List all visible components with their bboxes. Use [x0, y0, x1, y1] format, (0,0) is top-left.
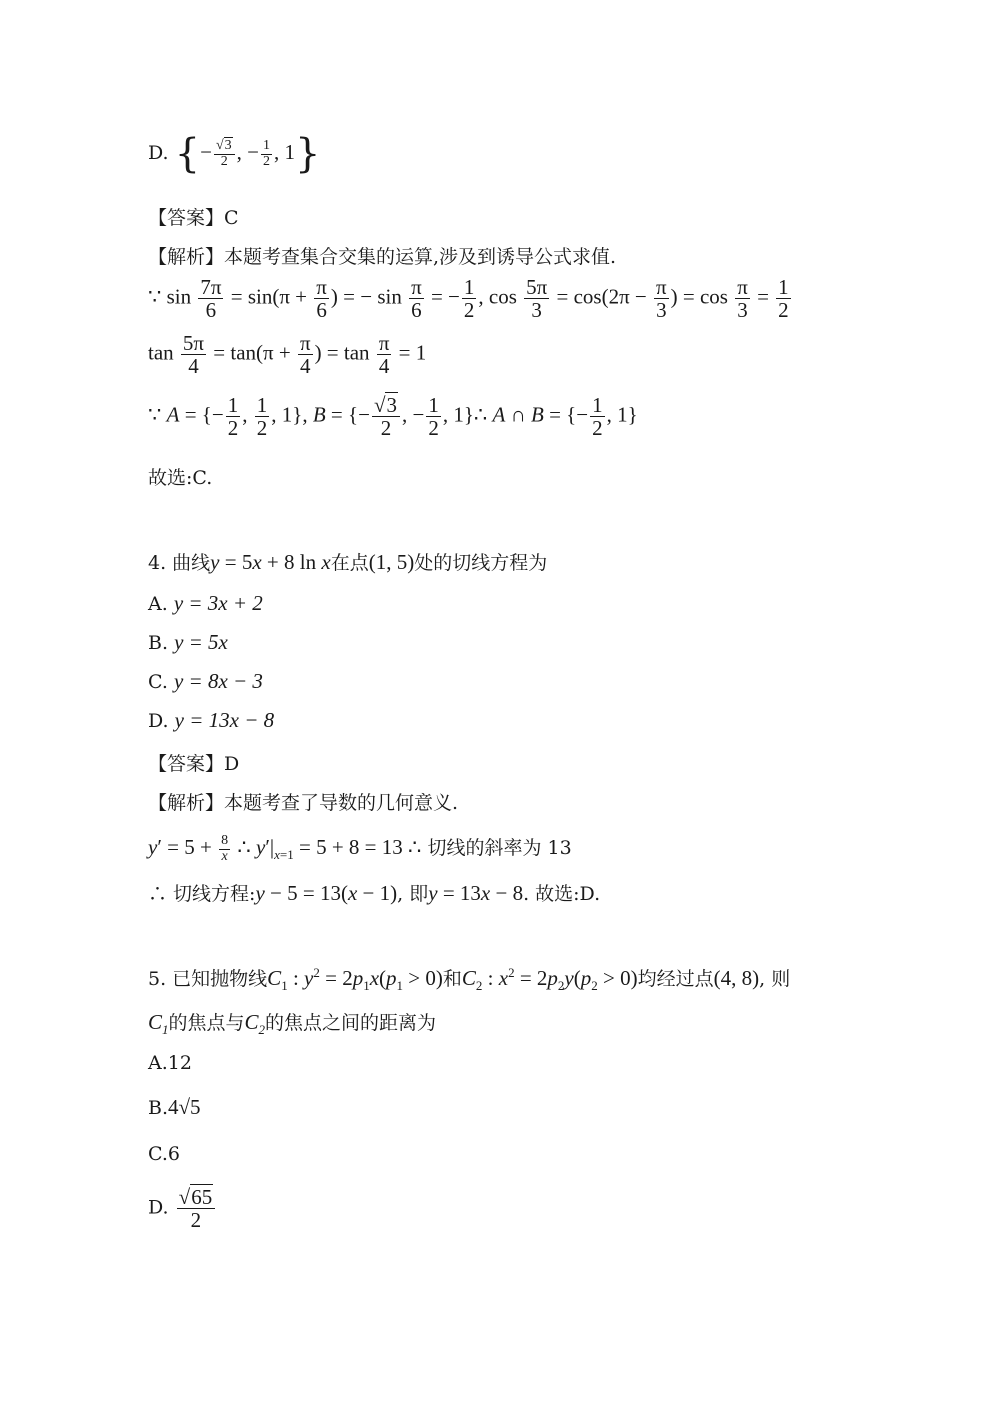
option-value: $\frac{√65}{2}$ — [175, 1194, 218, 1218]
stem-text: 处的切线方程为 — [414, 552, 548, 574]
tangent-expr: y − 5 = 13(x − 1) — [255, 881, 398, 905]
answer-label: 【答案】 — [148, 753, 225, 775]
q5-stem — [148, 966, 790, 992]
analysis-label: 【解析】 — [148, 246, 225, 268]
q5-stem-line2 — [148, 1012, 436, 1036]
q4-option-a — [148, 593, 263, 614]
option-expr: {− $\frac{√3}{2}$ , − $\frac{1}{2}$ , 1} — [174, 131, 321, 177]
stem-text: 5. 已知抛物线 — [148, 968, 268, 990]
analysis-text: 本题考查了导数的几何意义. — [224, 792, 459, 814]
stem-text: 和 — [442, 968, 462, 990]
q3-formula-sin-cos: ∵ sin $\frac{7\pi}{6}$ = sin(π + $\frac{\pi}{6}$ ) = − sin $\frac{\pi}{6}$ = − $\frac{1}{2}$ , cos $\frac{5\pi}{3}$ = cos(2π − $\frac{\pi}{3}$ ) = cos $\frac{\pi}{3}$ = $\frac{1}{2}$ — [148, 275, 789, 323]
option-label: A. — [148, 1052, 168, 1074]
derivative-expr: y′ = 5 + $\frac{8}{x}$ ∴ $y'|_{x=1} = 5 + 8 = 13$ ∴ — [148, 833, 422, 864]
option-expr: y = 13x − 8 — [174, 708, 275, 732]
q3-option-d — [148, 131, 321, 177]
slope-text: 切线的斜率为 13 — [427, 837, 572, 859]
q4-option-c — [148, 671, 263, 692]
q5-option-a — [148, 1054, 192, 1073]
stem-expr: y = 5x + 8 ln x — [210, 550, 331, 574]
q3-formula-sets: ∵ A = {− $\frac{1}{2}$ , $\frac{1}{2}$ , 1}, B = {− $\frac{√3}{2}$ , − $\frac{1}{2}$ , 1}∴ A ∩ B = {− $\frac{1}{2}$ , 1} — [148, 393, 638, 441]
q3-analysis — [148, 248, 616, 267]
tangent-result: y = 13x − 8 — [428, 881, 524, 905]
stem-c1: $C_1$ — [148, 1010, 169, 1038]
option-expr: y = 8x − 3 — [173, 669, 263, 693]
stem-text: 均经过点 — [637, 968, 714, 990]
option-value: 4√5 — [168, 1095, 201, 1119]
q4-tangent: ∴ 切线方程:y − 5 = 13(x − 1), 即y = 13x − 8. 故选:D. — [148, 881, 601, 905]
tangent-text: . 故选:D. — [523, 883, 601, 905]
answer-value: D — [224, 753, 240, 775]
stem-point: (4, 8) — [713, 966, 760, 990]
answer-value: C — [224, 207, 239, 229]
q3-answer — [148, 209, 239, 228]
stem-text: 的焦点与 — [168, 1012, 245, 1034]
analysis-text: 本题考查集合交集的运算,涉及到诱导公式求值. — [224, 246, 617, 268]
q5-option-c — [148, 1145, 180, 1164]
option-label: B. — [148, 632, 169, 654]
q5-option-d — [148, 1186, 217, 1231]
option-label: A. — [148, 593, 168, 615]
answer-label: 【答案】 — [148, 207, 225, 229]
stem-point: (1, 5) — [368, 550, 415, 574]
stem-expr-c1: $C_1$ : $y^2 = 2p_1x(p_1 > 0)$ — [267, 965, 443, 994]
q3-formula-tan: tan $\frac{5\pi}{4}$ = tan(π + $\frac{\pi}{4}$ ) = tan $\frac{\pi}{4}$ = 1 — [148, 331, 427, 379]
option-label: C. — [148, 671, 168, 693]
option-label: D. — [148, 141, 169, 164]
stem-c2: $C_2$ — [244, 1010, 266, 1038]
stem-text: 4. 曲线 — [148, 552, 211, 574]
tangent-text: 切线方程: — [173, 883, 256, 905]
q5-option-b — [148, 1097, 201, 1118]
option-expr: y = 5x — [174, 630, 228, 654]
q4-option-b — [148, 632, 228, 653]
q4-analysis — [148, 794, 458, 813]
stem-text: 在点 — [330, 552, 369, 574]
q4-answer — [148, 755, 239, 774]
option-value: 6 — [167, 1143, 180, 1165]
stem-text: 的焦点之间的距离为 — [265, 1012, 437, 1034]
q4-derivative — [148, 834, 572, 864]
option-label: D. — [148, 1196, 169, 1219]
option-label: C. — [148, 1143, 168, 1165]
option-expr: y = 3x + 2 — [173, 591, 263, 615]
q4-stem — [148, 552, 547, 573]
q3-conclusion: 故选:C. — [148, 467, 213, 489]
stem-text: , 则 — [759, 968, 791, 990]
stem-expr-c2: $C_2$ : $x^2 = 2p_2y(p_2 > 0)$ — [461, 965, 638, 994]
option-label: B. — [148, 1097, 169, 1119]
option-label: D. — [148, 710, 169, 732]
analysis-label: 【解析】 — [148, 792, 225, 814]
tangent-text: , 即 — [397, 883, 429, 905]
q4-option-d — [148, 710, 274, 731]
option-value: 12 — [167, 1052, 192, 1074]
